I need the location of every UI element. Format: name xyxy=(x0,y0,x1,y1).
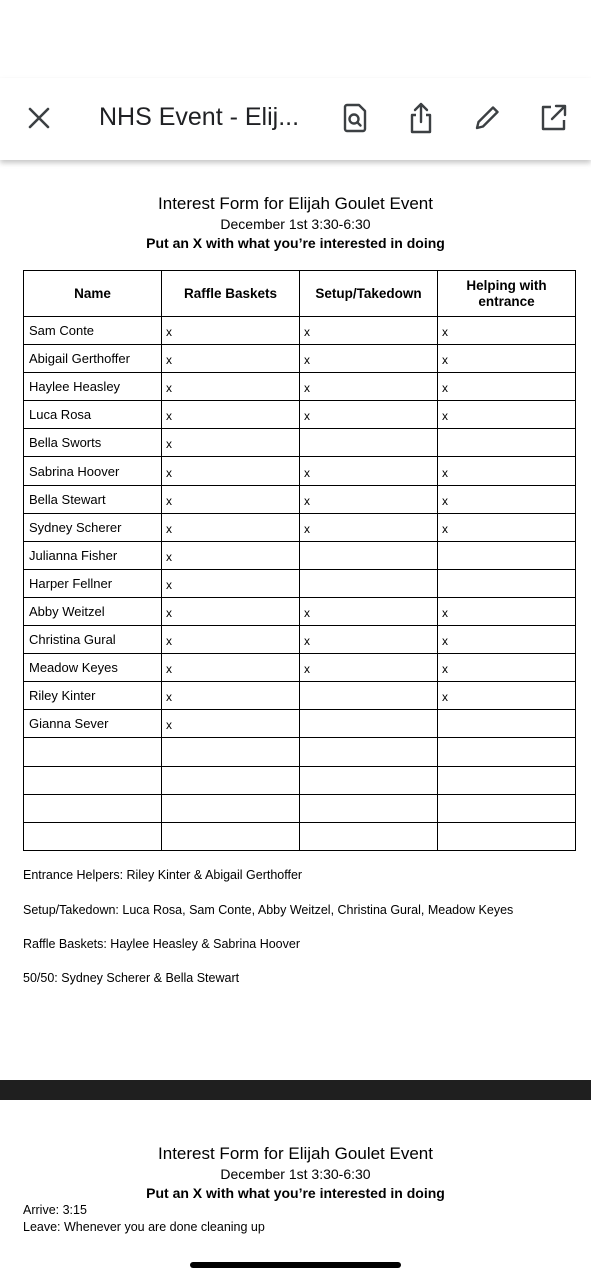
table-row xyxy=(24,597,576,625)
table-row xyxy=(24,401,576,429)
leave-time: Leave: Whenever you are done cleaning up xyxy=(23,1220,265,1234)
cell-setup-takedown xyxy=(300,738,438,766)
document-search-icon[interactable] xyxy=(337,100,373,136)
cell-name: Julianna Fisher xyxy=(24,541,162,569)
cell-helping-with-entrance xyxy=(438,429,576,457)
cell-raffle-baskets: x xyxy=(162,654,300,682)
cell-name: Haylee Heasley xyxy=(24,373,162,401)
cell-helping-with-entrance: x xyxy=(438,345,576,373)
cell-helping-with-entrance xyxy=(438,569,576,597)
cell-name: Sabrina Hoover xyxy=(24,457,162,485)
cell-name: Abby Weitzel xyxy=(24,597,162,625)
cell-name: Riley Kinter xyxy=(24,682,162,710)
form-title-page-2: Interest Form for Elijah Goulet Event xyxy=(158,1144,433,1163)
cell-raffle-baskets: x xyxy=(162,345,300,373)
cell-setup-takedown: x xyxy=(300,485,438,513)
cell-helping-with-entrance: x xyxy=(438,626,576,654)
table-row xyxy=(24,738,576,766)
form-instruction: Put an X with what you’re interested in doing xyxy=(146,235,445,251)
home-indicator[interactable] xyxy=(190,1262,401,1268)
note-entrance-helpers: Entrance Helpers: Riley Kinter & Abigail Gerthoffer xyxy=(23,868,303,882)
note-fifty-fifty: 50/50: Sydney Scherer & Bella Stewart xyxy=(23,971,240,985)
cell-name: Abigail Gerthoffer xyxy=(24,345,162,373)
table-row xyxy=(24,682,576,710)
cell-raffle-baskets xyxy=(162,794,300,822)
cell-helping-with-entrance: x xyxy=(438,682,576,710)
table-row xyxy=(24,317,576,345)
note-setup-takedown: Setup/Takedown: Luca Rosa, Sam Conte, Abby Weitzel, Christina Gural, Meadow Keyes xyxy=(23,903,514,917)
cell-name xyxy=(24,738,162,766)
cell-setup-takedown xyxy=(300,766,438,794)
cell-setup-takedown xyxy=(300,682,438,710)
cell-name: Sam Conte xyxy=(24,317,162,345)
table-row xyxy=(24,710,576,738)
event-date-page-2: December 1st 3:30-6:30 xyxy=(220,1166,371,1182)
cell-name xyxy=(24,766,162,794)
table-row xyxy=(24,822,576,850)
cell-raffle-baskets: x xyxy=(162,457,300,485)
cell-setup-takedown: x xyxy=(300,513,438,541)
table-row xyxy=(24,485,576,513)
cell-raffle-baskets xyxy=(162,766,300,794)
cell-raffle-baskets: x xyxy=(162,682,300,710)
cell-raffle-baskets: x xyxy=(162,710,300,738)
cell-setup-takedown xyxy=(300,429,438,457)
open-external-icon[interactable] xyxy=(535,100,571,136)
cell-helping-with-entrance xyxy=(438,822,576,850)
share-icon[interactable] xyxy=(403,100,439,136)
document-page-1 xyxy=(0,160,591,1080)
cell-helping-with-entrance xyxy=(438,710,576,738)
page-divider xyxy=(0,1080,591,1100)
cell-raffle-baskets xyxy=(162,822,300,850)
cell-helping-with-entrance xyxy=(438,766,576,794)
event-date: December 1st 3:30-6:30 xyxy=(220,216,371,232)
cell-name xyxy=(24,794,162,822)
cell-name xyxy=(24,822,162,850)
cell-setup-takedown xyxy=(300,794,438,822)
cell-helping-with-entrance xyxy=(438,541,576,569)
table-row xyxy=(24,766,576,794)
cell-helping-with-entrance: x xyxy=(438,401,576,429)
table-row xyxy=(24,373,576,401)
close-icon[interactable] xyxy=(22,101,56,135)
table-row xyxy=(24,457,576,485)
cell-name: Luca Rosa xyxy=(24,401,162,429)
cell-setup-takedown xyxy=(300,710,438,738)
cell-setup-takedown: x xyxy=(300,345,438,373)
cell-name: Gianna Sever xyxy=(24,710,162,738)
column-header-raffle-baskets: Raffle Baskets xyxy=(162,271,300,317)
table-row xyxy=(24,794,576,822)
cell-helping-with-entrance: x xyxy=(438,457,576,485)
table-row xyxy=(24,626,576,654)
cell-helping-with-entrance: x xyxy=(438,317,576,345)
cell-setup-takedown: x xyxy=(300,457,438,485)
cell-setup-takedown xyxy=(300,569,438,597)
cell-raffle-baskets: x xyxy=(162,513,300,541)
cell-setup-takedown: x xyxy=(300,626,438,654)
column-header-setup-takedown: Setup/Takedown xyxy=(300,271,438,317)
table-row xyxy=(24,513,576,541)
cell-setup-takedown: x xyxy=(300,373,438,401)
cell-helping-with-entrance: x xyxy=(438,597,576,625)
cell-helping-with-entrance: x xyxy=(438,513,576,541)
cell-setup-takedown: x xyxy=(300,317,438,345)
cell-setup-takedown: x xyxy=(300,654,438,682)
cell-setup-takedown xyxy=(300,541,438,569)
interest-table xyxy=(23,270,576,851)
cell-setup-takedown: x xyxy=(300,597,438,625)
table-row xyxy=(24,541,576,569)
note-raffle-baskets: Raffle Baskets: Haylee Heasley & Sabrina Hoover xyxy=(23,937,300,951)
cell-raffle-baskets xyxy=(162,738,300,766)
viewer-toolbar xyxy=(0,78,591,160)
table-row xyxy=(24,345,576,373)
cell-name: Bella Stewart xyxy=(24,485,162,513)
form-instruction-page-2: Put an X with what you’re interested in doing xyxy=(146,1185,445,1201)
table-header-row xyxy=(24,271,576,317)
cell-helping-with-entrance: x xyxy=(438,485,576,513)
cell-helping-with-entrance xyxy=(438,738,576,766)
table-row xyxy=(24,654,576,682)
cell-raffle-baskets: x xyxy=(162,569,300,597)
cell-helping-with-entrance: x xyxy=(438,654,576,682)
column-header-name: Name xyxy=(24,271,162,317)
cell-raffle-baskets: x xyxy=(162,626,300,654)
cell-raffle-baskets: x xyxy=(162,541,300,569)
document-title: NHS Event - Elij... xyxy=(99,103,299,131)
cell-setup-takedown: x xyxy=(300,401,438,429)
cell-name: Sydney Scherer xyxy=(24,513,162,541)
cell-raffle-baskets: x xyxy=(162,373,300,401)
cell-setup-takedown xyxy=(300,822,438,850)
cell-helping-with-entrance: x xyxy=(438,373,576,401)
cell-raffle-baskets: x xyxy=(162,597,300,625)
cell-name: Harper Fellner xyxy=(24,569,162,597)
cell-helping-with-entrance xyxy=(438,794,576,822)
table-row xyxy=(24,569,576,597)
arrive-time: Arrive: 3:15 xyxy=(23,1203,87,1217)
column-header-helping-with-entrance: Helping with entrance xyxy=(438,271,576,317)
document-page-2 xyxy=(0,1100,591,1280)
cell-raffle-baskets: x xyxy=(162,429,300,457)
table-row xyxy=(24,429,576,457)
cell-raffle-baskets: x xyxy=(162,485,300,513)
edit-pencil-icon[interactable] xyxy=(469,100,505,136)
cell-raffle-baskets: x xyxy=(162,401,300,429)
cell-name: Christina Gural xyxy=(24,626,162,654)
cell-name: Bella Sworts xyxy=(24,429,162,457)
cell-raffle-baskets: x xyxy=(162,317,300,345)
cell-name: Meadow Keyes xyxy=(24,654,162,682)
form-title: Interest Form for Elijah Goulet Event xyxy=(158,194,433,213)
